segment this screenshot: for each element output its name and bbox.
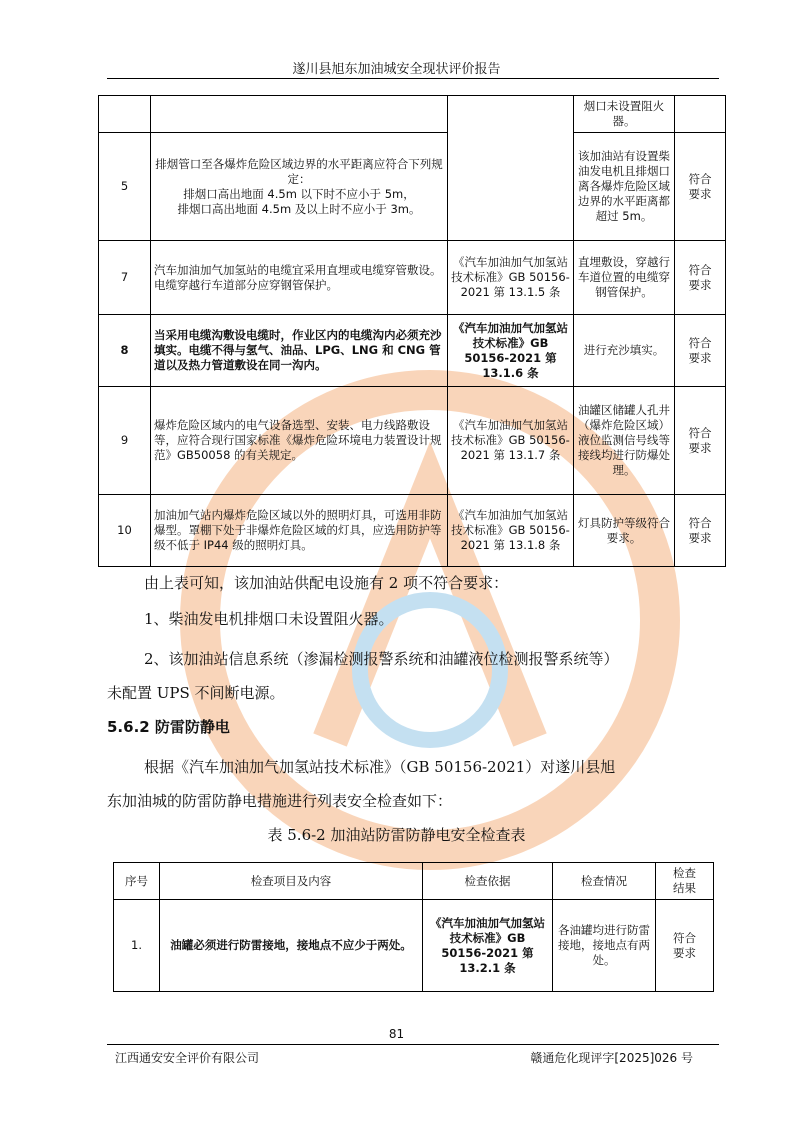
power-supply-check-table-continued	[98, 95, 726, 567]
nonconformity-item-2-line-1: 2、该加油站信息系统（渗漏检测报警系统和油罐液位检测报警系统等）	[144, 650, 619, 668]
check-basis: 《汽车加油加气加氢站技术标准》GB 50156-2021 第 13.1.8 条	[448, 495, 574, 567]
table-row	[99, 387, 726, 495]
check-status: 灯具防护等级符合要求。	[574, 495, 675, 567]
nonconformity-item-2-line-2: 未配置 UPS 不间断电源。	[107, 684, 285, 702]
check-basis: 《汽车加油加气加氢站技术标准》GB 50156-2021 第 13.1.6 条	[448, 315, 574, 387]
check-result: 符合 要求	[675, 495, 726, 567]
check-status: 各油罐均进行防雷接地，接地点有两处。	[553, 900, 656, 992]
table-caption: 表 5.6-2 加油站防雷防静电安全检查表	[267, 826, 526, 844]
check-result: 符合 要求	[675, 241, 726, 315]
table-row	[99, 96, 726, 133]
header-result: 检查 结果	[656, 863, 714, 900]
row-number: 9	[99, 387, 151, 495]
check-result: 符合 要求	[656, 900, 714, 992]
row-number: 8	[99, 315, 151, 387]
row-number: 5	[99, 133, 151, 241]
nonconformity-item-1: 1、柴油发电机排烟口未设置阻火器。	[144, 610, 394, 628]
row-number	[99, 96, 151, 133]
check-status: 油罐区储罐人孔井（爆炸危险区域）液位监测信号线等接线均进行防爆处理。	[574, 387, 675, 495]
check-content: 加油加气站内爆炸危险区域以外的照明灯具，可选用非防爆型。罩棚下处于非爆炸危险区域的灯具，应选用防护等级不低于 IP44 级的照明灯具。	[151, 495, 448, 567]
header-no: 序号	[114, 863, 160, 900]
header-rule	[107, 78, 719, 79]
check-content: 爆炸危险区域内的电气设备选型、安装、电力线路敷设等，应符合现行国家标准《爆炸危险环境电力装置设计规范》GB50058 的有关规定。	[151, 387, 448, 495]
summary-paragraph: 由上表可知，该加油站供配电设施有 2 项不符合要求：	[144, 574, 509, 592]
check-status: 进行充沙填实。	[574, 315, 675, 387]
check-content: 汽车加油加气加氢站的电缆宜采用直埋或电缆穿管敷设。电缆穿越行车道部分应穿钢管保护。	[151, 241, 448, 315]
footer-report-code: 赣通危化现评字[2025]026 号	[530, 1051, 693, 1065]
check-content: 排烟管口至各爆炸危险区域边界的水平距离应符合下列规定： 排烟口高出地面 4.5m 以下时不应小于 5m， 排烟口高出地面 4.5m 及以上时不应小于 3m。	[151, 133, 448, 241]
intro-paragraph-line-2: 东加油城的防雷防静电措施进行列表安全检查如下：	[107, 792, 453, 810]
table-row	[99, 495, 726, 567]
section-heading: 5.6.2 防雷防静电	[107, 718, 230, 736]
check-content: 油罐必须进行防雷接地，接地点不应少于两处。	[160, 900, 423, 992]
check-status: 该加油站有设置柴油发电机且排烟口离各爆炸危险区域边界的水平距离都超过 5m。	[574, 133, 675, 241]
check-result: 符合 要求	[675, 133, 726, 241]
row-number: 7	[99, 241, 151, 315]
header-basis: 检查依据	[423, 863, 553, 900]
header-status: 检查情况	[553, 863, 656, 900]
check-status: 直埋敷设，穿越行车道位置的电缆穿钢管保护。	[574, 241, 675, 315]
table-header-row	[114, 863, 714, 900]
check-basis: 《汽车加油加气加氢站技术标准》GB 50156-2021 第 13.1.7 条	[448, 387, 574, 495]
footer-company: 江西通安安全评价有限公司	[115, 1051, 260, 1065]
table-row	[114, 900, 714, 992]
check-basis	[448, 96, 574, 241]
check-basis: 《汽车加油加气加氢站技术标准》GB 50156-2021 第 13.1.5 条	[448, 241, 574, 315]
table-row	[99, 241, 726, 315]
check-result: 符合 要求	[675, 315, 726, 387]
table-row	[99, 315, 726, 387]
page-header-title: 遂川县旭东加油城安全现状评价报告	[292, 62, 501, 77]
check-content	[151, 96, 448, 133]
intro-paragraph-line-1: 根据《汽车加油加气加氢站技术标准》（GB 50156-2021）对遂川县旭	[144, 758, 616, 776]
check-result: 符合 要求	[675, 387, 726, 495]
lightning-protection-check-table	[113, 862, 714, 992]
check-basis: 《汽车加油加气加氢站技术标准》GB 50156-2021 第 13.2.1 条	[423, 900, 553, 992]
row-number: 1.	[114, 900, 160, 992]
table-row	[99, 133, 726, 241]
row-number: 10	[99, 495, 151, 567]
page-number: 81	[388, 1027, 405, 1041]
check-content: 当采用电缆沟敷设电缆时，作业区内的电缆沟内必须充沙填实。电缆不得与氢气、油品、LPG、LNG 和 CNG 管道以及热力管道敷设在同一沟内。	[151, 315, 448, 387]
check-status: 烟口未设置阻火器。	[574, 96, 675, 133]
footer-rule	[107, 1044, 719, 1045]
header-content: 检查项目及内容	[160, 863, 423, 900]
check-result	[675, 96, 726, 133]
